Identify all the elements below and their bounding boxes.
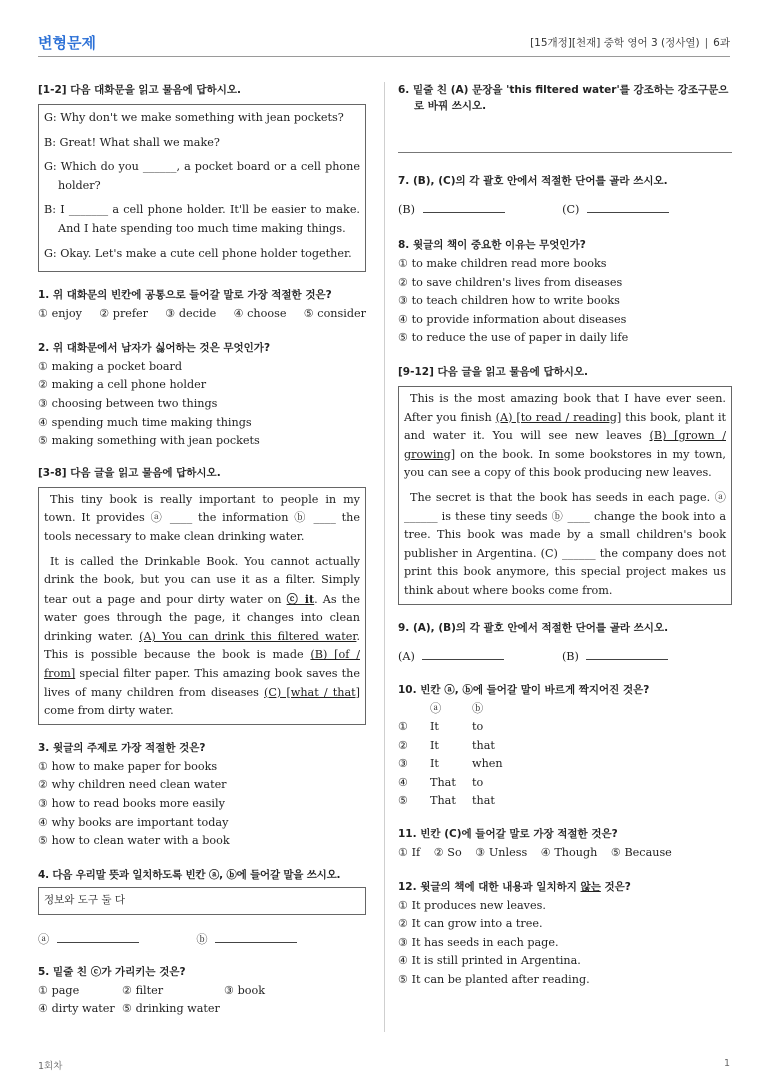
- option-row[interactable]: [398, 718, 503, 737]
- option[interactable]: ② why children need clean water: [38, 778, 227, 792]
- question-3-options: [38, 758, 366, 851]
- bracket-b: (B) [of / from]: [44, 648, 360, 681]
- header-separator: |: [704, 37, 709, 49]
- dialog-line: G: Why don't we make something with jean pockets?: [44, 111, 344, 124]
- option[interactable]: ⑤ Because: [610, 846, 672, 860]
- option[interactable]: ④ why books are important today: [38, 815, 229, 829]
- option[interactable]: ① It produces new leaves.: [398, 898, 546, 912]
- option[interactable]: ③ how to read books more easily: [38, 797, 225, 811]
- question-9: 9. (A), (B)의 각 괄호 안에서 적절한 단어를 골라 쓰시오.: [398, 621, 669, 634]
- dialog-box: [38, 104, 366, 272]
- question-2-options: [38, 358, 366, 451]
- option[interactable]: ④ Though: [540, 846, 598, 860]
- option[interactable]: ② It can grow into a tree.: [398, 917, 543, 931]
- question-8-options: [398, 255, 732, 348]
- passage-box: [38, 487, 366, 725]
- option[interactable]: ③ choosing between two things: [38, 396, 218, 410]
- option-a: It: [430, 738, 439, 752]
- option[interactable]: ② making a cell phone holder: [38, 378, 207, 392]
- option[interactable]: ① to make children read more books: [398, 257, 607, 270]
- option-a: It: [430, 720, 439, 734]
- question-11: 11. 빈칸 (C)에 들어갈 말로 가장 적절한 것은?: [398, 828, 618, 841]
- option-a: It: [430, 757, 439, 771]
- option[interactable]: ① making a pocket board: [38, 359, 183, 373]
- question-5: 5. 밑줄 친 ⓒ가 가리키는 것은?: [38, 965, 186, 978]
- answer-label-c: (C): [562, 203, 580, 216]
- question-8: 8. 윗글의 책이 중요한 이유는 무엇인가?: [398, 239, 586, 251]
- option[interactable]: ④ to provide information about diseases: [398, 312, 627, 326]
- question-1: 1. 위 대화문의 빈칸에 공통으로 들어갈 말로 가장 적절한 것은?: [38, 289, 332, 302]
- option[interactable]: ④ choose: [233, 307, 287, 321]
- footer-round: 1회차: [38, 1061, 63, 1072]
- question-7-answers: [398, 201, 732, 219]
- passage-paragraph: [44, 553, 360, 721]
- section-9-12-heading: [9-12] 다음 글을 읽고 물음에 답하시오.: [398, 365, 588, 378]
- passage-text: It is called the Drinkable Book. You cannot actually drink the book, but you can use it as a filter. Simply tear out a page and pour dirty water on: [44, 554, 360, 606]
- worksheet-title: 변형문제: [38, 34, 96, 52]
- question-2: 2. 위 대화문에서 남자가 싫어하는 것은 무엇인가?: [38, 341, 271, 354]
- option[interactable]: ⑤ consider: [303, 307, 366, 321]
- page-header: [38, 30, 730, 57]
- dialog-line: G: Okay. Let's make a cute cell phone holder together.: [44, 246, 352, 260]
- option-b: that: [472, 738, 495, 752]
- passage-paragraph: This tiny book is really important to people in my town. It provides ⓐ ____ the information ⓑ ____ the tools necessary to make clean drinking water.: [44, 492, 360, 543]
- passage-paragraph: The secret is that the book has seeds in each page. ⓐ ______ is these tiny seeds ⓑ ____ change the book into a tree. This book was made by a small children's book publisher in Argentina. (C) ______ the company does not print this book anymore, this special project makes us think about where books come from.: [404, 490, 726, 597]
- question-10-options: [398, 700, 503, 812]
- option[interactable]: ② So: [433, 846, 462, 860]
- answer-blank-c[interactable]: [587, 212, 669, 213]
- answer-label-b: ⓑ: [196, 932, 208, 946]
- right-column: [398, 82, 732, 990]
- option-row[interactable]: [398, 755, 503, 774]
- option-b: to: [472, 775, 484, 789]
- dialog-line: B: I _______ a cell phone holder. It'll be easier to make. And I hate spending too much time making things.: [44, 203, 360, 235]
- korean-meaning-box: 정보와 도구 둘 다: [38, 887, 366, 915]
- question-10: 10. 빈칸 ⓐ, ⓑ에 들어갈 말이 바르게 짝지어진 것은?: [398, 683, 650, 696]
- option[interactable]: ⑤ drinking water: [122, 1002, 220, 1016]
- option[interactable]: ① how to make paper for books: [38, 759, 218, 773]
- blank-cell: [398, 700, 430, 719]
- option-b: when: [472, 757, 503, 771]
- column-head-a: ⓐ: [430, 701, 442, 715]
- option[interactable]: ⑤ making something with jean pockets: [38, 434, 260, 448]
- option[interactable]: ④ It is still printed in Argentina.: [398, 954, 581, 968]
- question-12: [398, 879, 732, 895]
- option[interactable]: ⑤ It can be planted after reading.: [398, 973, 590, 987]
- bracket-a: (A) [to read / reading]: [495, 410, 622, 424]
- option[interactable]: ③ Unless: [475, 846, 528, 860]
- passage-text: on the book. In some bookstores in my town, you can see a copy of this book producing new leaves.: [404, 447, 726, 480]
- passage-paragraph: [404, 390, 726, 483]
- option-number[interactable]: ③: [398, 757, 409, 771]
- answer-blank-b[interactable]: [423, 212, 505, 213]
- option-b: to: [472, 720, 484, 734]
- course-info: [530, 35, 730, 50]
- option[interactable]: ③ book: [224, 983, 265, 997]
- answer-blank-b[interactable]: [586, 659, 668, 660]
- question-11-options: [398, 844, 732, 863]
- question-7: 7. (B), (C)의 각 괄호 안에서 적절한 단어를 골라 쓰시오.: [398, 175, 668, 187]
- answer-blank-a[interactable]: [57, 942, 139, 943]
- underlined-word: 않는: [580, 880, 601, 893]
- option[interactable]: ③ to teach children how to write books: [398, 294, 620, 308]
- option-number[interactable]: ①: [398, 720, 409, 734]
- option-row: [38, 982, 366, 1001]
- answer-label-b: (B): [561, 649, 579, 663]
- option-row[interactable]: [398, 792, 503, 811]
- passage-text: come from dirty water.: [44, 704, 174, 718]
- option-b: that: [472, 794, 495, 808]
- option[interactable]: ④ spending much time making things: [38, 415, 252, 429]
- question-5-options: [38, 982, 366, 1019]
- dialog-line: G: Which do you ______, a pocket board or a cell phone holder?: [44, 160, 360, 192]
- question-text: 12. 윗글의 책에 대한 내용과 일치하지: [398, 880, 581, 893]
- option[interactable]: ⑤ to reduce the use of paper in daily life: [398, 331, 629, 345]
- option[interactable]: ② to save children's lives from diseases: [398, 275, 623, 289]
- bracket-c: (C) [what / that]: [263, 685, 360, 699]
- answer-line-6[interactable]: [398, 152, 732, 153]
- option-row: [38, 1000, 366, 1019]
- option-row[interactable]: [398, 737, 503, 756]
- bracket-b: (B) [grown / growing]: [404, 429, 726, 461]
- column-divider: [384, 82, 385, 1032]
- option-number[interactable]: ⑤: [398, 794, 409, 808]
- underlined-a: (A) You can drink this filtered water: [139, 629, 357, 643]
- passage-text: special filter paper. This amazing book saves the lives of many children from diseases: [44, 667, 360, 699]
- dialog-line: B: Great! What shall we make?: [44, 135, 220, 149]
- answer-label-b: (B): [398, 203, 415, 216]
- answer-label-a: ⓐ: [38, 932, 50, 946]
- underlined-c: ⓒ it: [286, 591, 315, 606]
- question-3: 3. 윗글의 주제로 가장 적절한 것은?: [38, 741, 206, 754]
- option[interactable]: ② filter: [122, 983, 164, 997]
- passage-text: . This is possible because the book is made: [44, 629, 360, 662]
- passage-text: . As the water goes through the page, it changes into clean drinking water.: [44, 592, 360, 643]
- answer-blank-b[interactable]: [215, 942, 297, 943]
- question-12-options: [398, 897, 732, 990]
- left-column: [38, 82, 366, 1019]
- passage-text: this book, plant it and water it. You will see new leaves: [404, 410, 727, 443]
- passage-box-2: [398, 386, 732, 605]
- answer-blank-a[interactable]: [422, 659, 504, 660]
- section-3-8-heading: [3-8] 다음 글을 읽고 물음에 답하시오.: [38, 466, 221, 479]
- column-head-b: ⓑ: [472, 701, 484, 715]
- option[interactable]: ① enjoy: [38, 307, 82, 321]
- option-a: That: [430, 794, 456, 808]
- option-number[interactable]: ④: [398, 775, 409, 789]
- section-1-2-heading: [1-2] 다음 대화문을 읽고 물음에 답하시오.: [38, 84, 241, 96]
- question-9-answers: [398, 648, 732, 666]
- option-a: That: [430, 775, 456, 789]
- option-number[interactable]: ②: [398, 738, 409, 752]
- course-name: [15개정][천재] 중학 영어 3 (정사열): [530, 37, 700, 49]
- answer-label-a: (A): [398, 649, 415, 663]
- option[interactable]: ⑤ how to clean water with a book: [38, 834, 230, 848]
- options-header-row: [398, 700, 503, 719]
- option[interactable]: ① page: [38, 983, 80, 997]
- option[interactable]: ④ dirty water: [38, 1002, 115, 1016]
- option-row[interactable]: [398, 774, 503, 793]
- option[interactable]: ③ It has seeds in each page.: [398, 935, 559, 949]
- lesson-label: 6과: [713, 37, 730, 49]
- footer-page-number: 1: [723, 1058, 730, 1069]
- option[interactable]: ③ decide: [165, 307, 217, 321]
- passage-text: This is the most amazing book that I have ever seen. After you finish: [404, 391, 726, 424]
- option[interactable]: ② prefer: [99, 307, 149, 321]
- question-text: 것은?: [600, 880, 631, 893]
- option[interactable]: ① If: [398, 846, 421, 860]
- question-6: 6. 밑줄 친 (A) 문장을 'this filtered water'를 강조하는 강조구문으로 바꿔 쓰시오.: [398, 84, 729, 112]
- question-4: 4. 다음 우리말 뜻과 일치하도록 빈칸 ⓐ, ⓑ에 들어갈 말을 쓰시오.: [38, 868, 341, 881]
- question-1-options: [38, 305, 366, 324]
- question-4-answers: [38, 931, 366, 949]
